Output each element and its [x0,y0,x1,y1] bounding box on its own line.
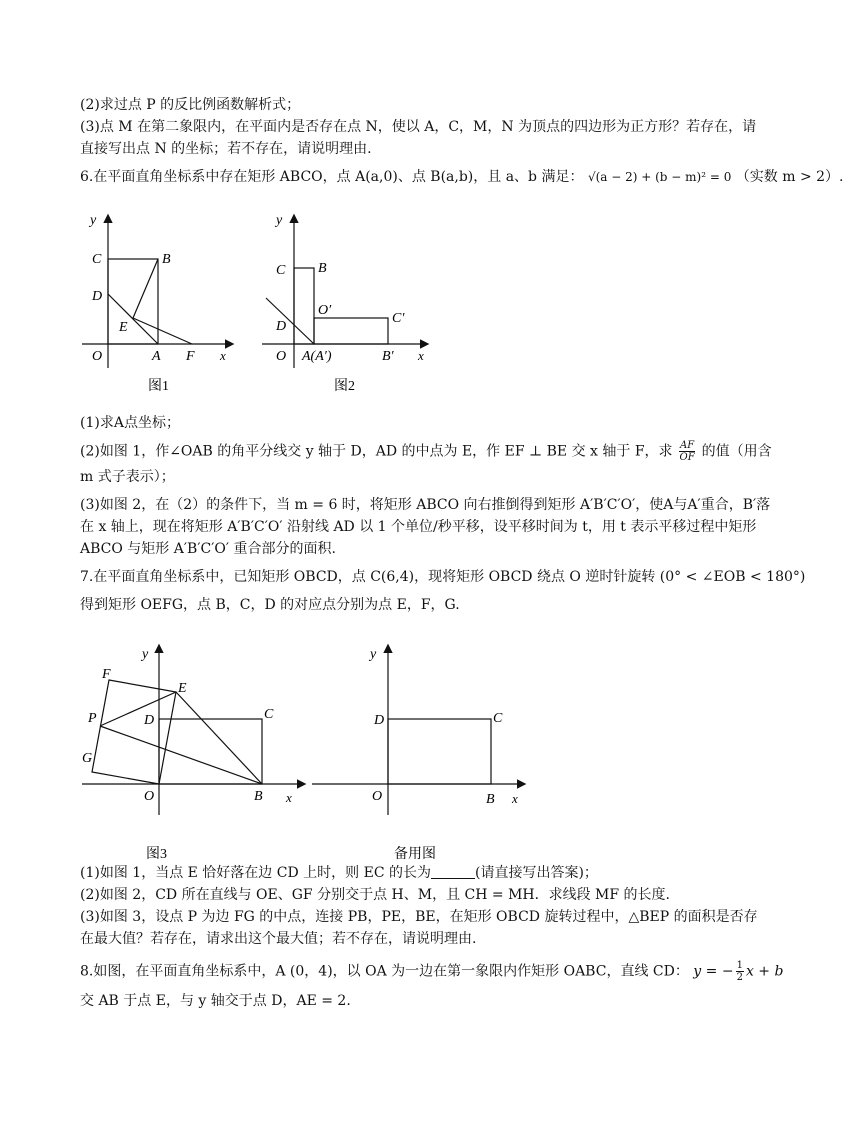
fig3-label-F: F [102,667,111,682]
q8-line-eq-b: x + b [745,963,784,980]
answer-blank[interactable] [431,864,475,879]
spare-figure [312,640,534,870]
q6-part3-line2: 在 x 轴上，现在将矩形 A′B′C′O′ 沿射线 AD 以 1 个单位/秒平移，设平移时间为 t，用 t 表示平移过程中矩形 [80,519,757,535]
q6-stem [80,166,844,188]
fig3-label-D: D [144,713,155,728]
fig1-label-F: F [186,349,195,364]
fig2-label-C-prime: C′ [392,311,405,326]
fig1-label-O: O [92,349,103,364]
spare-label-D: D [374,713,385,728]
spare-label-y: y [370,647,377,662]
spare-label-B: B [486,792,495,807]
q6-part2-text: (2)如图 1，作∠OAB 的角平分线交 y 轴于 D，AD 的中点为 E，作 EF ⊥ BE 交 x 轴于 F，求 [80,443,673,460]
spare-caption: 备用图 [394,847,436,862]
fig1-label-E: E [119,320,128,335]
q8-stem-line2: 交 AB 于点 E，与 y 轴交于点 D，AE = 2. [80,993,351,1009]
q8-stem-text: 8.如图，在平面直角坐标系中，A (0，4)，以 OA 为一边在第一象限内作矩形 OABC，直线 CD： [80,963,689,980]
fig2-label-B-prime: B′ [382,349,394,364]
fig3-label-P: P [88,711,97,726]
q6-part3-line3: ABCO 与矩形 A′B′C′O′ 重合部分的面积. [80,541,336,557]
figure-3 [82,640,312,870]
q7-part1-tail: (请直接写出答案)； [474,865,598,881]
fig2-label-D: D [276,319,287,334]
q6-part1: (1)求A点坐标； [80,415,180,431]
q6-part2-tail: 的值（用含 [701,443,772,460]
fig2-label-x: x [418,348,424,363]
fig2-label-A-A-prime: A(A′) [302,349,332,364]
fig1-label-B: B [162,252,171,267]
q7-part2: (2)如图 2，CD 所在直线与 OE、GF 分别交于点 H、M，且 CH = MH．求线段 MF 的长度. [80,887,671,903]
q8-stem-line1 [80,960,784,983]
spare-label-O: O [372,789,383,804]
q6-stem-text: 6.在平面直角坐标系中存在矩形 ABCO，点 A(a,0)、点 B(a,b)，且 a、b 满足： [80,169,584,185]
q7-part1-text: (1)如图 1，当点 E 恰好落在边 CD 上时，则 EC 的长为 [80,865,431,881]
q5-part3-line1: (3)点 M 在第二象限内，在平面内是否存在点 N，使以 A，C，M，N 为顶点的四边形为正方形？若存在，请 [80,119,757,135]
fig2-caption: 图2 [334,379,355,394]
fig3-label-G: G [82,751,93,766]
fig3-caption: 图3 [146,847,167,862]
fig3-label-O: O [144,789,155,804]
q6-frac-num: AF [680,440,695,451]
figure-1 [82,208,242,398]
fig3-label-y: y [142,647,149,662]
q6-stem-condition: （实数 m > 2）. [735,169,844,185]
fig1-caption: 图1 [148,379,169,394]
fig3-label-E: E [178,681,187,696]
q7-part3-line1: (3)如图 3，设点 P 为边 FG 的中点，连接 PB，PE，BE，在矩形 OBCD 旋转过程中，△BEP 的面积是否存 [80,909,758,925]
q6-part2 [80,440,772,463]
q6-stem-formula: √(a − 2) + (b − m)² = 0 [587,170,732,184]
q8-fraction [736,960,744,983]
fig1-label-y: y [90,213,97,228]
fig2-label-B: B [318,261,327,276]
q7-stem-line2: 得到矩形 OEFG，点 B，C，D 的对应点分别为点 E，F，G. [80,597,460,613]
q5-part2: (2)求过点 P 的反比例函数解析式； [80,97,301,113]
fig2-label-C: C [276,263,286,278]
fig1-label-D: D [92,289,103,304]
fig1-label-A: A [152,349,161,364]
q6-part3-line1: (3)如图 2，在（2）的条件下，当 m = 6 时，将矩形 ABCO 向右推倒得到矩形 A′B′C′O′，使A与A′重合，B′落 [80,497,771,513]
fig1-label-C: C [92,252,102,267]
q7-stem-line1: 7.在平面直角坐标系中，已知矩形 OBCD，点 C(6,4)，现将矩形 OBCD 绕点 O 逆时针旋转 (0° < ∠EOB < 180°) [80,569,806,585]
fig2-label-y: y [276,213,283,228]
spare-label-x: x [512,791,518,806]
q8-line-eq-a: y = − [693,963,734,980]
fig3-label-x: x [286,790,292,805]
spare-label-C: C [493,711,503,726]
fig3-label-B: B [254,789,263,804]
q6-part2-line2: m 式子表示）； [80,469,175,485]
fig2-label-O-prime: O′ [318,303,332,318]
q8-frac-den: 2 [736,972,743,983]
fig2-label-O: O [276,349,287,364]
q7-part3-line2: 在最大值？若存在，请求出这个最大值；若不存在，请说明理由. [80,931,477,947]
q7-part1 [80,862,720,884]
q6-frac-den: OF [679,452,695,463]
q6-part2-fraction [679,440,695,463]
q8-frac-num: 1 [736,960,743,971]
fig3-label-C: C [264,707,274,722]
figure-2 [262,208,437,398]
q5-part3-line2: 直接写出点 N 的坐标；若不存在，请说明理由. [80,141,372,157]
fig1-label-x: x [220,348,226,363]
